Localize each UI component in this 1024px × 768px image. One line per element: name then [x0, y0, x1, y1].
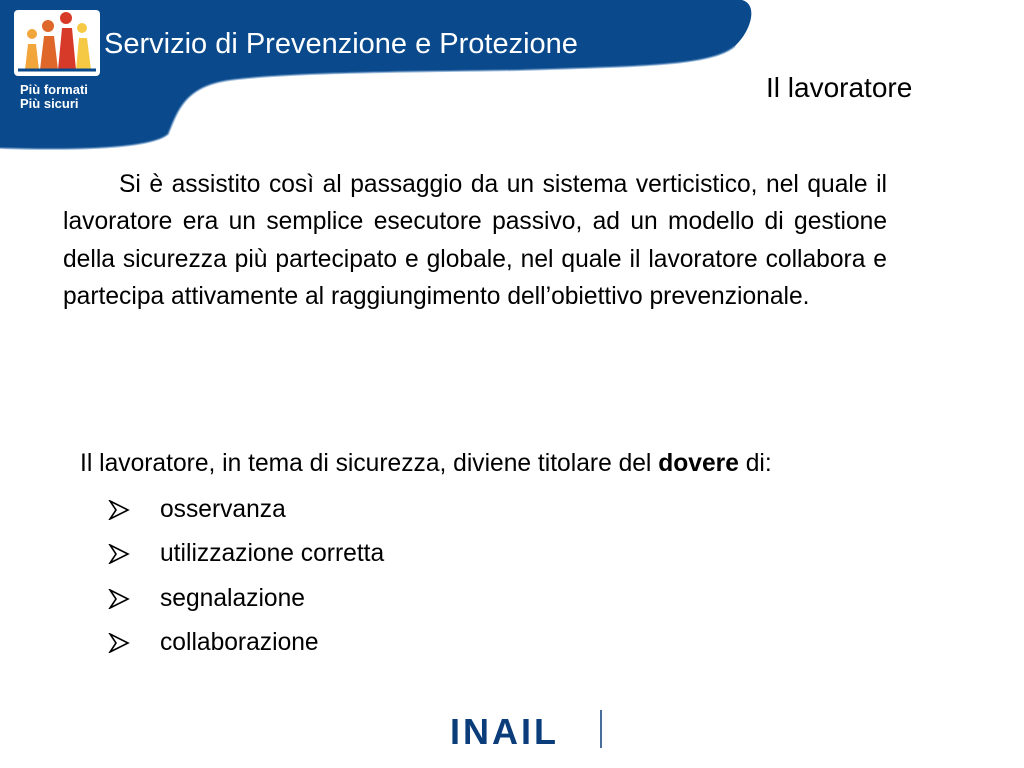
- body-paragraph-text: Si è assistito così al passaggio da un sistema verticistico, nel quale il lavoratore era un semplice esecutore passivo, ad un modello di gestione della sicurezza più partecipato e globale, nel quale il lavoratore collabora e partecipa attivamente al raggiungimento dell’obiettivo prevenzionale.: [63, 171, 887, 311]
- arrow-bullet-icon: [108, 589, 130, 609]
- duty-label: segnalazione: [160, 585, 305, 612]
- duties-intro: [80, 450, 772, 478]
- inail-logo-text: INAIL: [450, 711, 559, 752]
- arrow-bullet-icon: [108, 633, 130, 653]
- duty-label: utilizzazione corretta: [160, 540, 385, 567]
- header-title: Servizio di Prevenzione e Protezione: [104, 28, 578, 60]
- logo-figures-icon: [8, 4, 104, 116]
- arrow-bullet-icon: [108, 500, 130, 520]
- duties-intro-after: di:: [738, 450, 772, 477]
- duties-intro-bold: dovere: [658, 450, 739, 477]
- duty-label: collaborazione: [160, 629, 319, 656]
- logo-text-line1: Più formati: [20, 82, 88, 97]
- duty-label: osservanza: [160, 496, 286, 523]
- inail-logo: [448, 706, 608, 756]
- body-paragraph: [63, 166, 887, 316]
- header-banner: [0, 0, 760, 160]
- logo-text-line2: Più sicuri: [20, 96, 79, 111]
- piu-formati-logo: [8, 4, 104, 116]
- arrow-bullet-icon: [108, 544, 130, 564]
- slide-title: Il lavoratore: [766, 72, 913, 103]
- duties-intro-text: Il lavoratore, in tema di sicurezza, diviene titolare del: [80, 450, 659, 477]
